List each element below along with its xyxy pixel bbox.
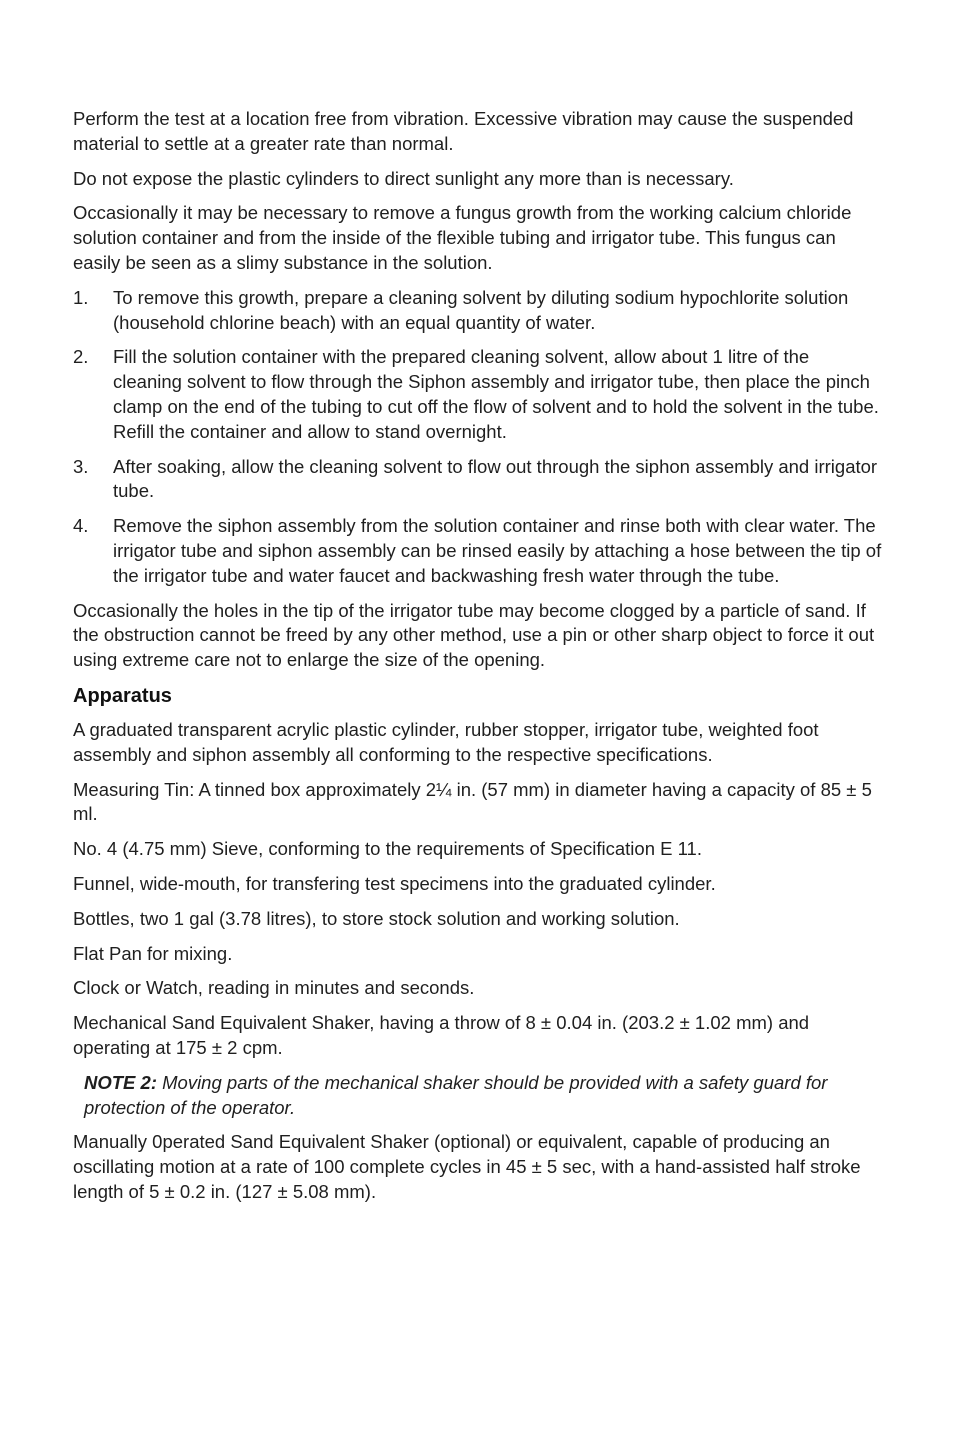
document-page <box>73 107 883 1215</box>
list-item <box>73 455 883 505</box>
step-text: Fill the solution container with the prepared cleaning solvent, allow about 1 litre of the cleaning solvent to flow through the Siphon assembly and irrigator tube, then place the pinch clamp on the end of the tubing to cut off the flow of solvent and to hold the solvent in the tube. Refill the container and allow to stand overnight. <box>113 346 879 442</box>
cleaning-steps-list <box>73 286 883 589</box>
apparatus-item: Clock or Watch, reading in minutes and seconds. <box>73 977 475 999</box>
step-text: After soaking, allow the cleaning solvent to flow out through the siphon assembly and irrigator tube. <box>113 455 878 502</box>
apparatus-item: Bottles, two 1 gal (3.78 litres), to store stock solution and working solution. <box>73 907 680 929</box>
apparatus-item: Funnel, wide-mouth, for transfering test specimens into the graduated cylinder. <box>73 872 716 894</box>
step-text: To remove this growth, prepare a cleaning solvent by diluting sodium hypochlorite solution (household chlorine beach) with an equal quantity of water. <box>113 286 849 333</box>
apparatus-item: No. 4 (4.75 mm) Sieve, conforming to the requirements of Specification E 11. <box>73 838 702 860</box>
list-item <box>73 345 883 444</box>
intro-paragraph: Do not expose the plastic cylinders to direct sunlight any more than is necessary. <box>73 167 734 189</box>
step-number: 2. <box>73 346 89 368</box>
step-number: 1. <box>73 286 89 308</box>
step-text: Remove the siphon assembly from the solution container and rinse both with clear water. The irrigator tube and siphon assembly can be rinsed easily by attaching a hose between the tip of the irrigator tube and water faucet and backwashing fresh water through the tube. <box>113 515 882 586</box>
apparatus-item: Flat Pan for mixing. <box>73 942 233 964</box>
intro-paragraph: Perform the test at a location free from vibration. Excessive vibration may cause the suspended material to settle at a greater rate than normal. <box>73 108 854 154</box>
after-steps-paragraph: Occasionally the holes in the tip of the irrigator tube may become clogged by a particle of sand. If the obstruction cannot be freed by any other method, use a pin or other sharp object to force it out using extreme care not to enlarge the size of the opening. <box>73 599 875 671</box>
apparatus-item-final: Manually 0perated Sand Equivalent Shaker (optional) or equivalent, capable of producing an oscillating motion at a rate of 100 complete cycles in 45 ± 5 sec, with a hand-assisted half stroke length of 5 ± 0.2 in. (127 ± 5.08 mm). <box>73 1131 861 1202</box>
apparatus-heading: Apparatus <box>73 684 172 707</box>
note-label: NOTE 2: <box>84 1071 157 1093</box>
list-item <box>73 514 883 588</box>
apparatus-item: Mechanical Sand Equivalent Shaker, having a throw of 8 ± 0.04 in. (203.2 ± 1.02 mm) and operating at 175 ± 2 cpm. <box>73 1012 810 1058</box>
note-text: Moving parts of the mechanical shaker should be provided with a safety guard for protection of the operator. <box>84 1071 828 1118</box>
step-number: 3. <box>73 455 89 477</box>
apparatus-item: A graduated transparent acrylic plastic cylinder, rubber stopper, irrigator tube, weighted foot assembly and siphon assembly all conforming to the respective specifications. <box>73 718 819 765</box>
intro-paragraph: Occasionally it may be necessary to remove a fungus growth from the working calcium chloride solution container and from the inside of the flexible tubing and irrigator tube. This fungus can easily be seen as a slimy substance in the solution. <box>73 202 852 273</box>
list-item <box>73 286 883 336</box>
step-number: 4. <box>73 515 89 537</box>
apparatus-item: Measuring Tin: A tinned box approximately 2¼ in. (57 mm) in diameter having a capacity of 85 ± 5 ml. <box>73 778 872 825</box>
note-paragraph <box>84 1071 883 1121</box>
